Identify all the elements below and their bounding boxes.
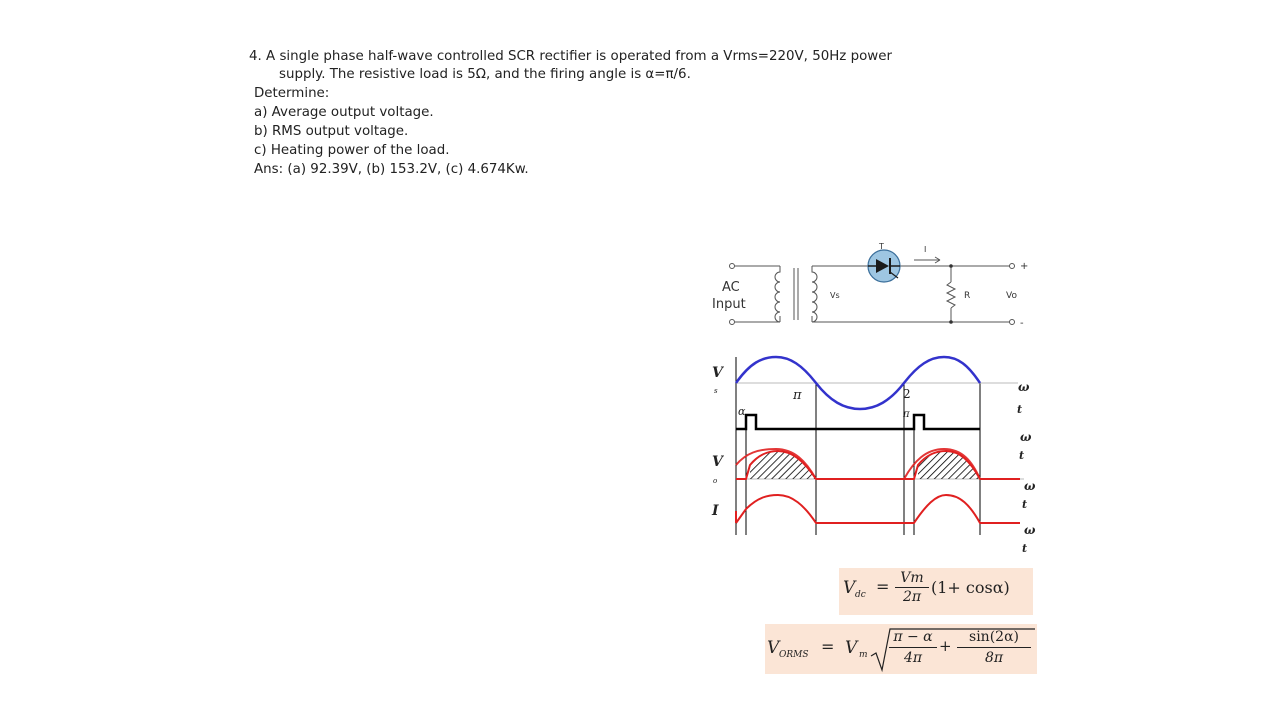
- vrms-lhs-sub: ORMS: [779, 650, 809, 660]
- t-label-2: t: [1019, 449, 1025, 462]
- omega-label-3: ω: [1024, 479, 1036, 493]
- vrms-fraction-2: [957, 627, 1031, 668]
- vrms-equals: =: [821, 637, 835, 656]
- vdc-fraction: [895, 569, 929, 606]
- vo-subscript: o: [713, 477, 718, 485]
- secondary-coil: [812, 266, 817, 322]
- vrms-denominator-2: 8π: [984, 650, 1004, 666]
- vrms-denominator-1: 4π: [903, 650, 923, 666]
- t-label-3: t: [1022, 498, 1028, 511]
- problem-line-2: supply. The resistive load is 5Ω, and the firing angle is α=π/6.: [279, 67, 691, 82]
- vrms-lhs: V: [767, 638, 780, 658]
- t-label-4: t: [1022, 542, 1028, 555]
- answer: Ans: (a) 92.39V, (b) 153.2V, (c) 4.674Kw.: [254, 162, 529, 177]
- vdc-numerator: Vm: [895, 569, 929, 588]
- part-b: b) RMS output voltage.: [254, 124, 409, 139]
- part-a: a) Average output voltage.: [254, 105, 434, 120]
- vs-subscript: s: [714, 387, 718, 395]
- vrms-numerator-2: sin(2α): [957, 627, 1031, 648]
- plus-terminal-label: +: [1020, 261, 1029, 272]
- vs-label: V: [712, 365, 723, 381]
- waveform-diagram: [700, 345, 1045, 560]
- omega-label-1: ω: [1018, 380, 1030, 394]
- omega-label-4: ω: [1024, 523, 1036, 537]
- vrms-plus: +: [939, 637, 952, 655]
- vrms-vm-sub: m: [859, 650, 868, 660]
- input-label: Input: [712, 297, 746, 312]
- primary-coil: [775, 266, 780, 322]
- output-terminal-plus: [1010, 264, 1015, 269]
- vrms-vm: V: [845, 638, 858, 658]
- vo-label: V: [712, 454, 723, 470]
- output-terminal-minus: [1010, 320, 1015, 325]
- vdc-lhs-sub: dc: [855, 590, 866, 600]
- time-markers: [736, 357, 980, 535]
- output-voltage-label: Vo: [1006, 291, 1017, 301]
- load-current-wave: [736, 495, 1020, 523]
- determine-label: Determine:: [254, 86, 330, 101]
- vdc-formula: [839, 568, 1033, 615]
- vdc-equals: =: [876, 577, 890, 596]
- vdc-denominator: 2π: [902, 589, 922, 605]
- problem-line-1: 4. A single phase half-wave controlled SCR rectifier is operated from a Vrms=220V, 50Hz power: [249, 49, 892, 64]
- vdc-tail: (1+ cosα): [931, 578, 1010, 597]
- vrms-formula: [765, 624, 1037, 674]
- t-label-1: t: [1017, 403, 1023, 416]
- current-label: I: [924, 245, 927, 254]
- omega-label-2: ω: [1020, 430, 1032, 444]
- gate-pulse-wave: [736, 415, 980, 429]
- current-axis-label: I: [712, 503, 719, 519]
- resistor-label: R: [964, 291, 971, 301]
- pi-label: π: [793, 388, 802, 403]
- scr-thyristor-icon: [868, 250, 900, 282]
- ac-label: AC: [722, 280, 740, 295]
- problem-statement: [249, 48, 1029, 179]
- minus-terminal-label: -: [1020, 318, 1024, 329]
- two-pi-label-a: 2: [903, 387, 911, 401]
- resistor-zigzag: [947, 282, 955, 308]
- source-voltage-label: Vs: [830, 291, 840, 300]
- two-pi-label-b: π: [903, 409, 910, 420]
- vrms-numerator-1: π − α: [889, 627, 937, 648]
- circuit-diagram: [700, 238, 1040, 338]
- input-terminal-top: [730, 264, 735, 269]
- input-terminal-bottom: [730, 320, 735, 325]
- alpha-label: α: [738, 405, 746, 418]
- vdc-lhs: V: [843, 578, 856, 598]
- thyristor-label: T: [879, 242, 884, 251]
- vrms-fraction-1: [889, 627, 937, 668]
- part-c: c) Heating power of the load.: [254, 143, 450, 158]
